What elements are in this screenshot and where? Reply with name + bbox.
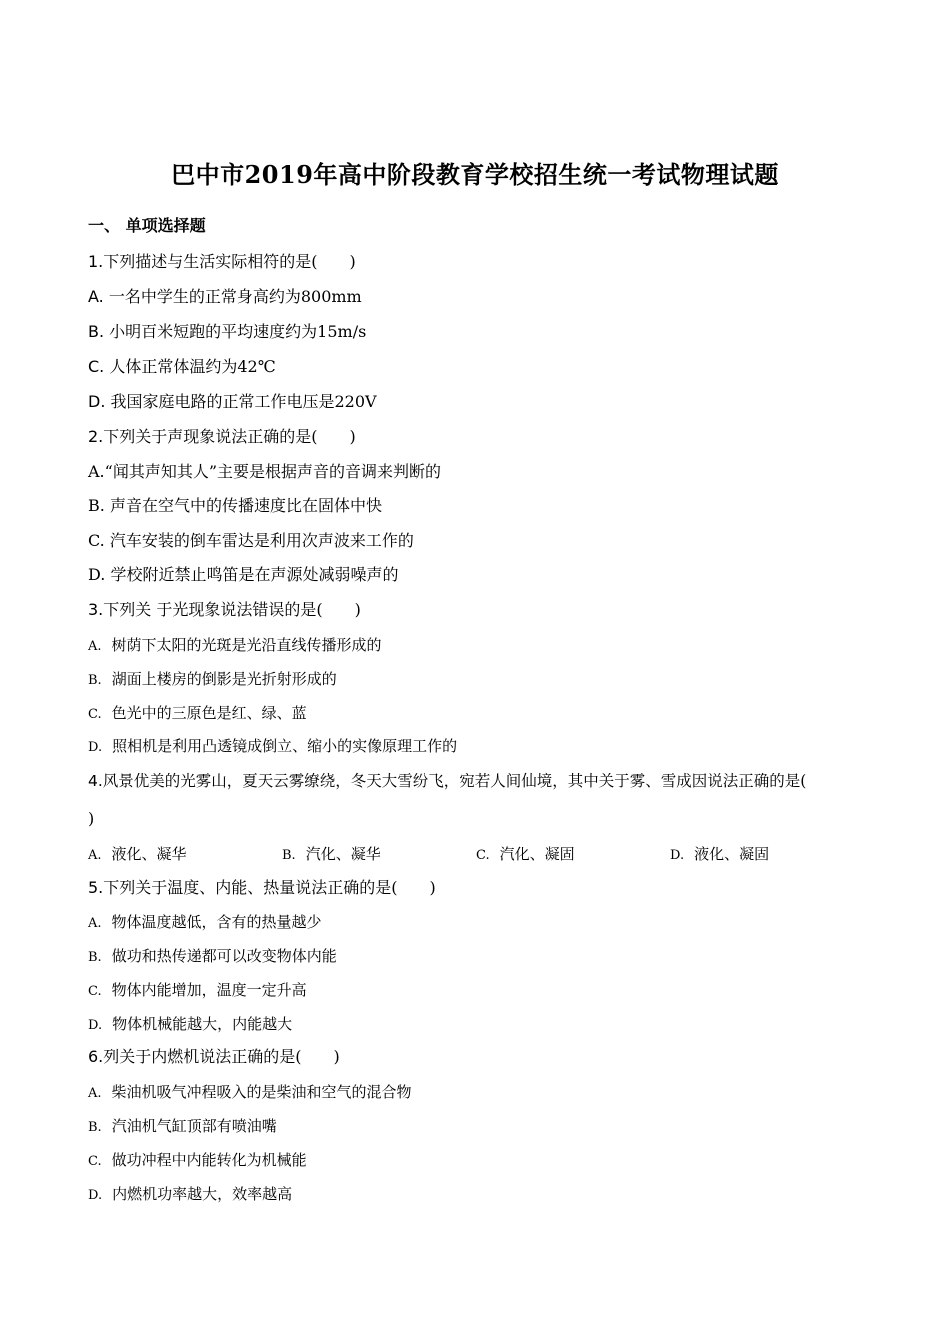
q4-options — [88, 842, 868, 866]
question-5 — [88, 876, 436, 900]
q2-option-b: B. 声音在空气中的传播速度比在固体中快 — [88, 496, 382, 515]
q1-option-b: B. 小明百米短跑的平均速度约为15m/s — [88, 322, 367, 341]
question-number: 5. — [88, 878, 104, 897]
question-3 — [88, 598, 361, 622]
question-text: 列关于内燃机说法正确的是( ) — [103, 1047, 340, 1066]
q3-option-a: A. 树荫下太阳的光斑是光沿直线传播形成的 — [88, 636, 382, 654]
question-text: 下列关 于光现象说法错误的是( ) — [103, 600, 361, 619]
question-6 — [88, 1045, 340, 1069]
page-title: 巴中市2019年高中阶段教育学校招生统一考试物理试题 — [171, 160, 779, 189]
q2-option-a: A.“闻其声知其人”主要是根据声音的音调来判断的 — [88, 462, 442, 481]
question-1 — [88, 250, 356, 274]
q6-option-b: B. 汽油机气缸顶部有喷油嘴 — [88, 1117, 277, 1135]
q1-option-a: A. 一名中学生的正常身高约为800mm — [88, 287, 362, 306]
q6-option-a: A. 柴油机吸气冲程吸入的是柴油和空气的混合物 — [88, 1083, 412, 1101]
q3-option-c: C. 色光中的三原色是红、绿、蓝 — [88, 704, 307, 722]
question-number: 3. — [88, 600, 104, 619]
q5-option-b: B. 做功和热传递都可以改变物体内能 — [88, 947, 337, 965]
q5-option-a: A. 物体温度越低，含有的热量越少 — [88, 913, 322, 931]
question-text: 下列描述与生活实际相符的是( ) — [103, 252, 356, 271]
question-4 — [88, 769, 806, 793]
q2-option-c: C. 汽车安装的倒车雷达是利用次声波来工作的 — [88, 531, 414, 550]
q3-option-b: B. 湖面上楼房的倒影是光折射形成的 — [88, 670, 337, 688]
section-heading: 一、 单项选择题 — [88, 216, 206, 235]
q5-option-c: C. 物体内能增加，温度一定升高 — [88, 981, 307, 999]
question-number: 4. — [88, 772, 103, 790]
q6-option-d: D. 内燃机功率越大，效率越高 — [88, 1185, 293, 1203]
q5-option-d: D. 物体机械能越大，内能越大 — [88, 1015, 293, 1033]
question-text: 下列关于声现象说法正确的是( ) — [103, 427, 356, 446]
q4-option-a: A. 液化、凝华 — [88, 845, 187, 863]
question-text: 风景优美的光雾山，夏天云雾缭绕，冬天大雪纷飞，宛若人间仙境，其中关于雾、雪成因说法正确的是( — [102, 772, 807, 790]
q2-option-d: D. 学校附近禁止鸣笛是在声源处减弱噪声的 — [88, 565, 399, 584]
question-2 — [88, 425, 356, 449]
question-number: 1. — [88, 252, 104, 271]
q1-option-c: C. 人体正常体温约为42℃ — [88, 357, 276, 376]
question-4-continued: ) — [88, 809, 95, 828]
q1-option-d: D. 我国家庭电路的正常工作电压是220V — [88, 392, 377, 411]
question-text: 下列关于温度、内能、热量说法正确的是( ) — [103, 878, 436, 897]
q4-option-b: B. 汽化、凝华 — [282, 845, 381, 863]
question-number: 6. — [88, 1047, 104, 1066]
q4-option-d: D. 液化、凝固 — [670, 845, 770, 863]
q3-option-d: D. 照相机是利用凸透镜成倒立、缩小的实像原理工作的 — [88, 737, 458, 755]
q6-option-c: C. 做功冲程中内能转化为机械能 — [88, 1151, 307, 1169]
q4-option-c: C. 汽化、凝固 — [476, 845, 575, 863]
question-number: 2. — [88, 427, 104, 446]
